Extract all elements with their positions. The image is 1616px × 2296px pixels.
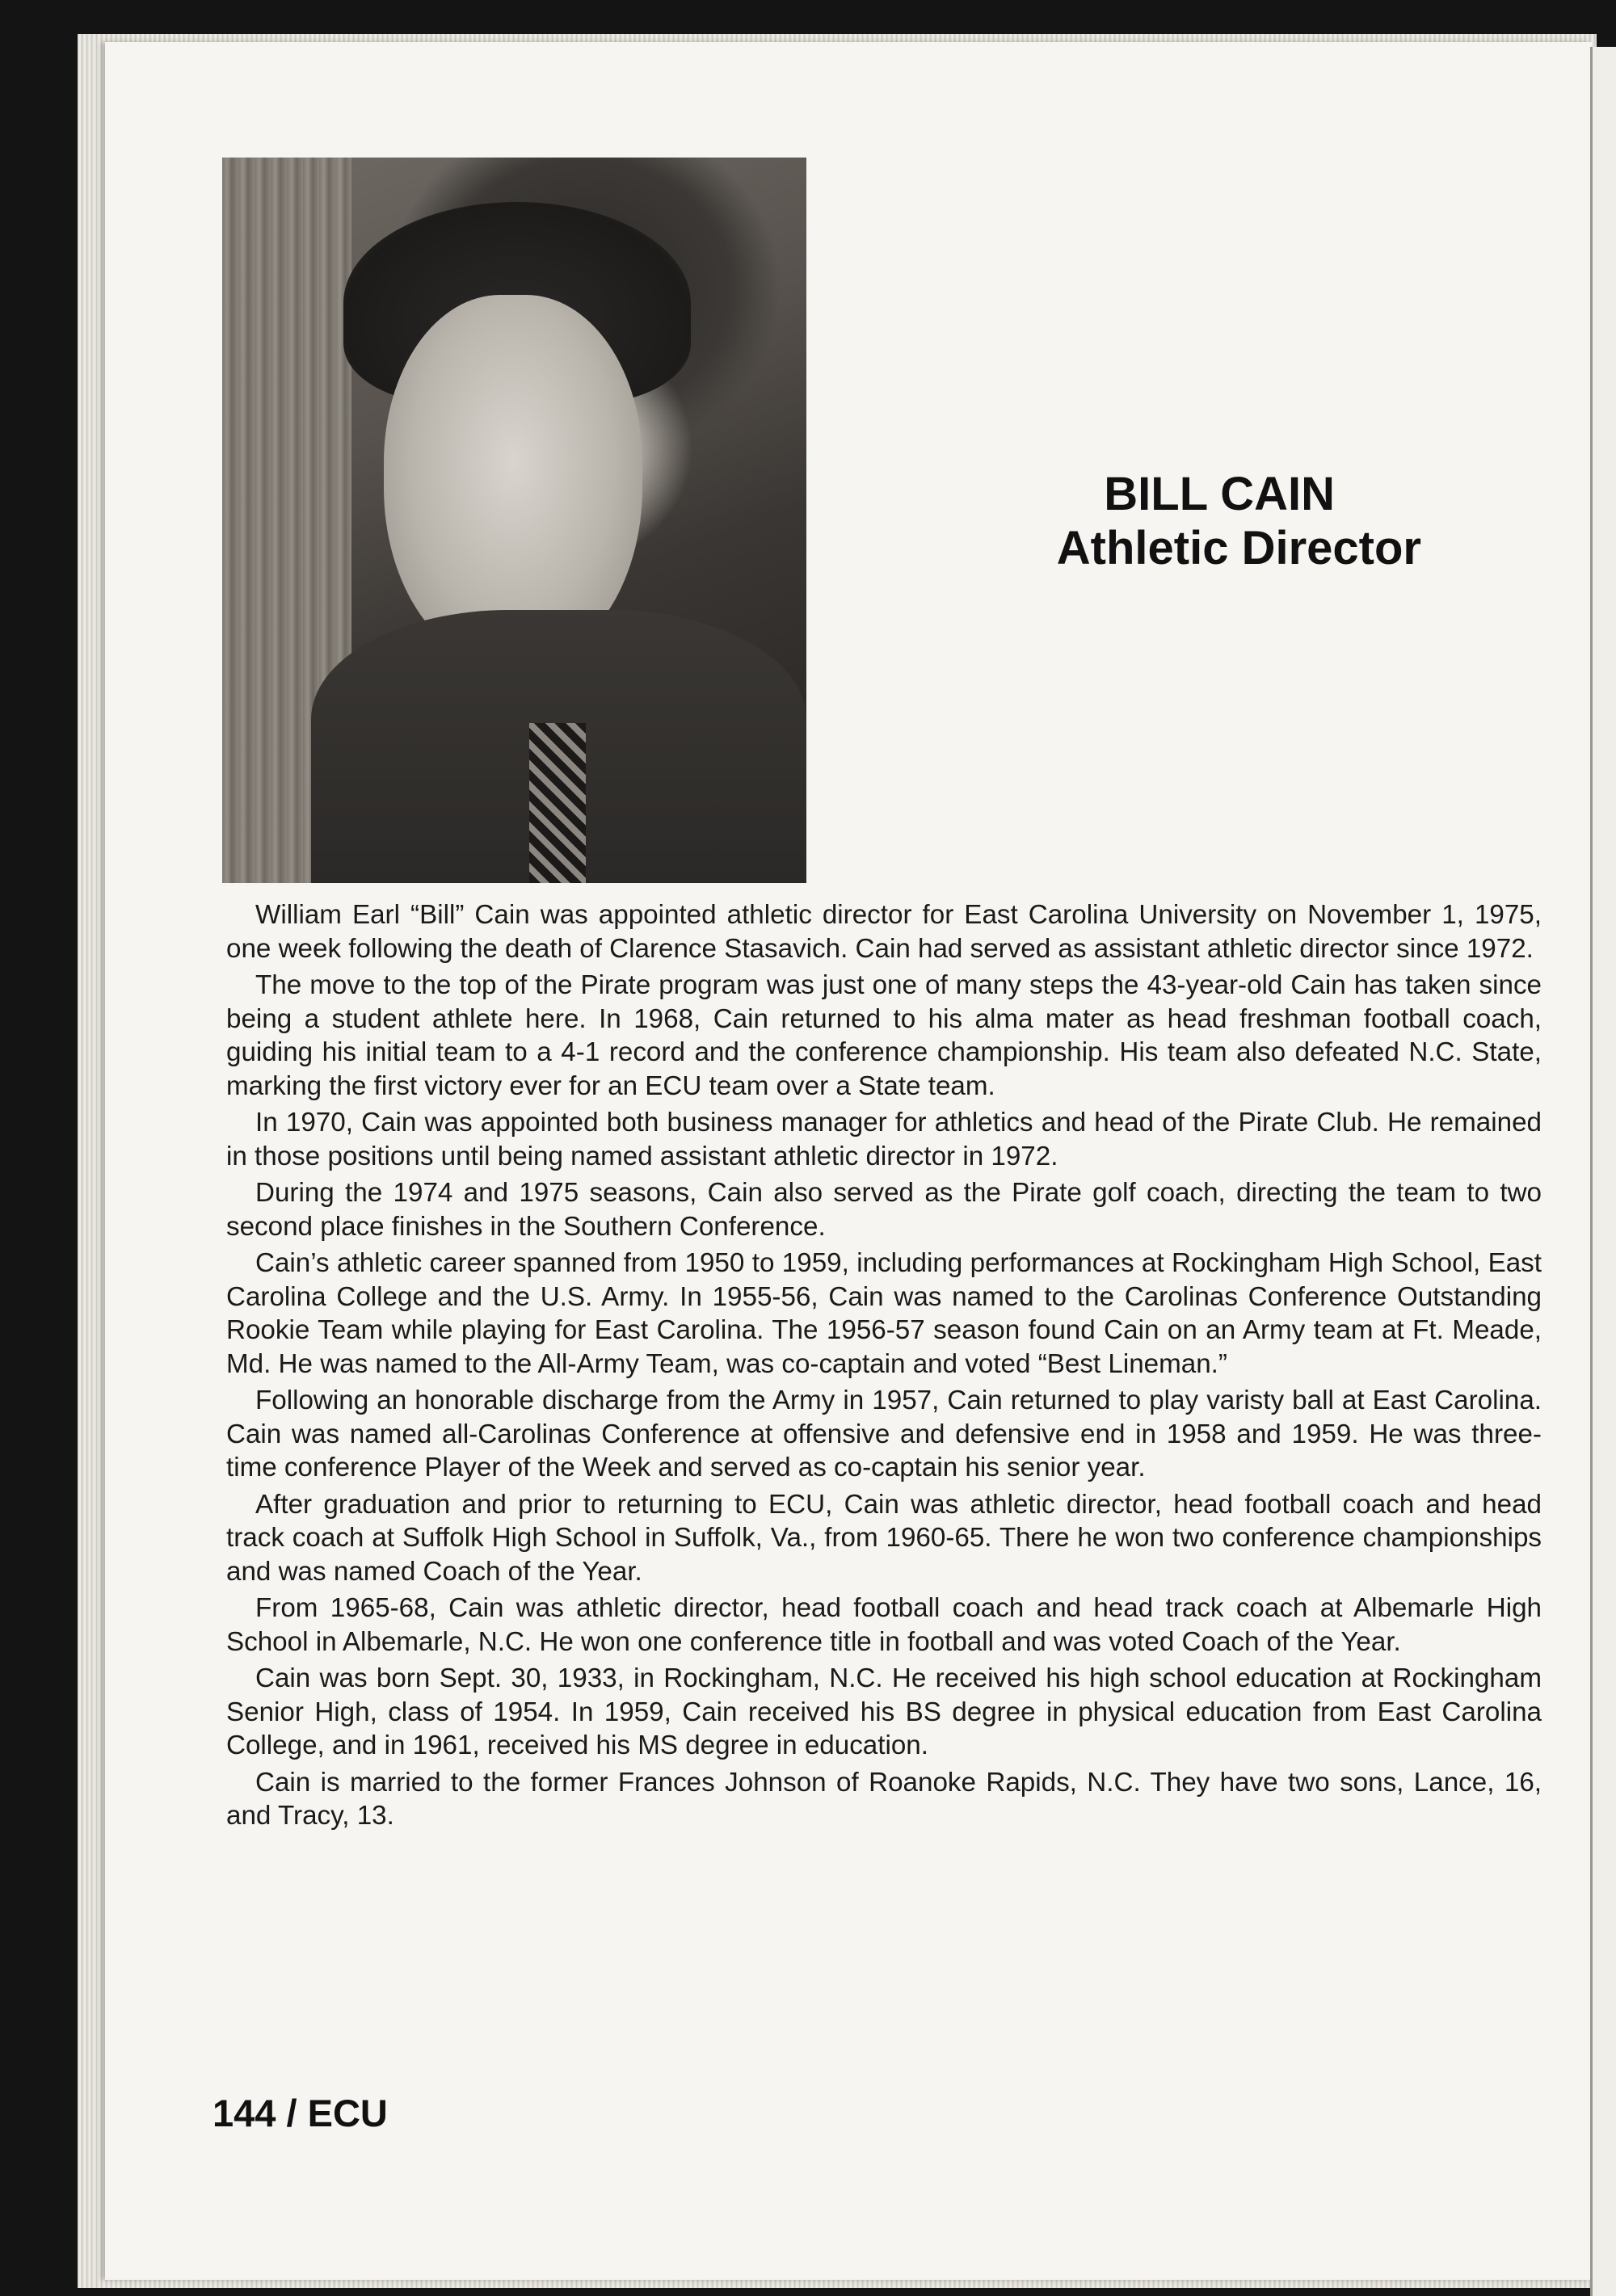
bio-paragraph: William Earl “Bill” Cain was appointed athletic director for East Carolina University on November 1, 1975, one week following the death of Clarence Stasavich. Cain had served as assistant athletic director since 1972. bbox=[226, 900, 1542, 964]
necktie bbox=[529, 723, 586, 883]
page-number-footer: 144 / ECU bbox=[213, 2092, 388, 2134]
bio-paragraph: Cain’s athletic career spanned from 1950 to 1959, including performances at Rockingham High School, East Carolina College and the U.S. Army. In 1955-56, Cain was named to the Carolinas Conference Outstanding Rookie Team while playing for East Carolina. The 1956-57 season found Cain on an Army team at Ft. Meade, Md. He was named to the All-Army Team, was co-captain and voted “Best Lineman.” bbox=[226, 1248, 1542, 1379]
bio-paragraph: From 1965-68, Cain was athletic director, head football coach and head track coach at Albemarle High School in Albemarle, N.C. He won one conference title in football and was voted Coach of the Year. bbox=[226, 1593, 1542, 1657]
person-name: BILL CAIN bbox=[1104, 468, 1335, 520]
biography-text bbox=[226, 898, 1542, 1836]
bio-paragraph: During the 1974 and 1975 seasons, Cain also served as the Pirate golf coach, directing the team to two second place finishes in the Southern Conference. bbox=[226, 1178, 1542, 1242]
facing-page-edge bbox=[1590, 47, 1616, 2296]
bio-paragraph: After graduation and prior to returning to ECU, Cain was athletic director, head football coach and head track coach at Suffolk High School in Suffolk, Va., from 1960-65. There he won two conference championships and was named Coach of the Year. bbox=[226, 1489, 1542, 1587]
bio-paragraph: Cain was born Sept. 30, 1933, in Rockingham, N.C. He received his high school education at Rockingham Senior High, class of 1954. In 1959, Cain received his BS degree in physical education from East Carolina College, and in 1961, received his MS degree in education. bbox=[226, 1663, 1542, 1760]
bio-paragraph: Following an honorable discharge from the Army in 1957, Cain returned to play varisty ball at East Carolina. Cain was named all-Carolinas Conference at offensive and defensive end in 1958 and 1959. He was three-time conference Player of the Week and served as co-captain his senior year. bbox=[226, 1386, 1542, 1482]
portrait-photo bbox=[222, 158, 806, 883]
person-role: Athletic Director bbox=[1056, 522, 1421, 574]
bio-paragraph: The move to the top of the Pirate program was just one of many steps the 43-year-old Cain has taken since being a student athlete here. In 1968, Cain returned to his alma mater as head freshman football coach, guiding his initial team to a 4-1 record and the conference championship. His team also defeated N.C. State, marking the first victory ever for an ECU team over a State team. bbox=[226, 970, 1542, 1101]
bio-paragraph: In 1970, Cain was appointed both business manager for athletics and head of the Pirate Club. He remained in those positions until being named assistant athletic director in 1972. bbox=[226, 1108, 1542, 1171]
bio-paragraph: Cain is married to the former Frances Johnson of Roanoke Rapids, N.C. They have two sons, Lance, 16, and Tracy, 13. bbox=[226, 1767, 1542, 1831]
profile-heading bbox=[889, 469, 1454, 577]
